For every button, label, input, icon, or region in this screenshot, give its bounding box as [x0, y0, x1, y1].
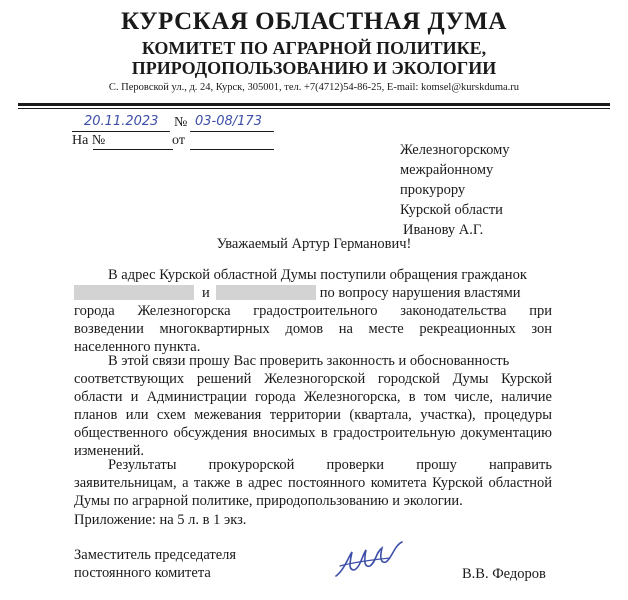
greeting: Уважаемый Артур Германович! [216, 236, 412, 252]
date-underline [72, 131, 170, 132]
reference-date-underline [190, 149, 274, 150]
reference-number-underline [93, 149, 173, 150]
outgoing-number-label: № [174, 115, 188, 130]
committee-name-line2: ПРИРОДОПОЛЬЗОВАНИЮ И ЭКОЛОГИИ [131, 58, 497, 78]
number-underline [190, 131, 274, 132]
recipient-line: Железногорскому [400, 142, 510, 158]
signer-position [74, 546, 236, 582]
body-line: возведении многоквартирных домов на месте рекреационных зон [74, 321, 552, 337]
body-line: планов или схем межевания территории (квартала, участка), процедуры [74, 407, 552, 423]
handwritten-signature [330, 536, 410, 582]
body-line: В этой связи прошу Вас проверить законность и обоснованность [108, 353, 510, 369]
signer-name: В.В. Федоров [462, 566, 546, 582]
reference-number-label: На № [72, 133, 106, 148]
redacted-name-1 [74, 285, 194, 300]
body-line: изменений. [74, 443, 144, 459]
outgoing-date-handwritten: 20.11.2023 [84, 114, 159, 129]
body-paragraph-2 [74, 352, 552, 460]
body-line: населенного пункта. [74, 339, 201, 355]
body-line: общественного обсуждения вносимых в градостроительную документацию [74, 425, 552, 441]
body-line: В адрес Курской областной Думы поступили обращения гражданок [108, 267, 527, 283]
body-text: и [202, 285, 210, 301]
org-name: КУРСКАЯ ОБЛАСТНАЯ ДУМА [121, 8, 507, 35]
body-line [74, 284, 552, 302]
contact-address: С. Перовской ул., д. 24, Курск, 305001, тел. +7(4712)54-86-25, E-mail: komsel@kurskduma.ru [108, 82, 520, 93]
recipient-line: прокурору [400, 182, 466, 198]
body-paragraph-1 [74, 266, 552, 356]
body-line: соответствующих решений Железногорской городской Думы Курской [74, 371, 552, 387]
body-line: области и Администрации города Железногорска, в том числе, наличие [74, 389, 552, 405]
recipient-line: межрайонному [400, 162, 494, 178]
outgoing-number-handwritten: 03-08/173 [195, 114, 262, 129]
recipient-line: Курской области [400, 202, 503, 218]
signer-position-line1: Заместитель председателя [74, 547, 237, 563]
redacted-name-2 [216, 285, 316, 300]
signer-position-line2: постоянного комитета [74, 565, 211, 581]
body-paragraph-3 [74, 456, 552, 510]
attachment-note: Приложение: на 5 л. в 1 экз. [74, 512, 247, 528]
body-line: города Железногорска градостроительного законодательства при [74, 303, 552, 319]
recipient-line: Иванову А.Г. [403, 222, 484, 238]
letterhead-thick-rule [18, 103, 610, 106]
body-text: по вопросу нарушения властями [319, 285, 521, 301]
body-line: заявительницам, а также в адрес постоянного комитета Курской областной [74, 475, 552, 491]
reference-date-label: от [172, 133, 185, 148]
body-line: Думы по аграрной политике, природопользованию и экологии. [74, 493, 463, 509]
recipient-block [400, 140, 580, 240]
body-line: Результаты прокурорской проверки прошу направить [108, 457, 552, 473]
committee-name-line1: КОМИТЕТ ПО АГРАРНОЙ ПОЛИТИКЕ, [141, 38, 487, 58]
letterhead-thin-rule [18, 108, 610, 109]
